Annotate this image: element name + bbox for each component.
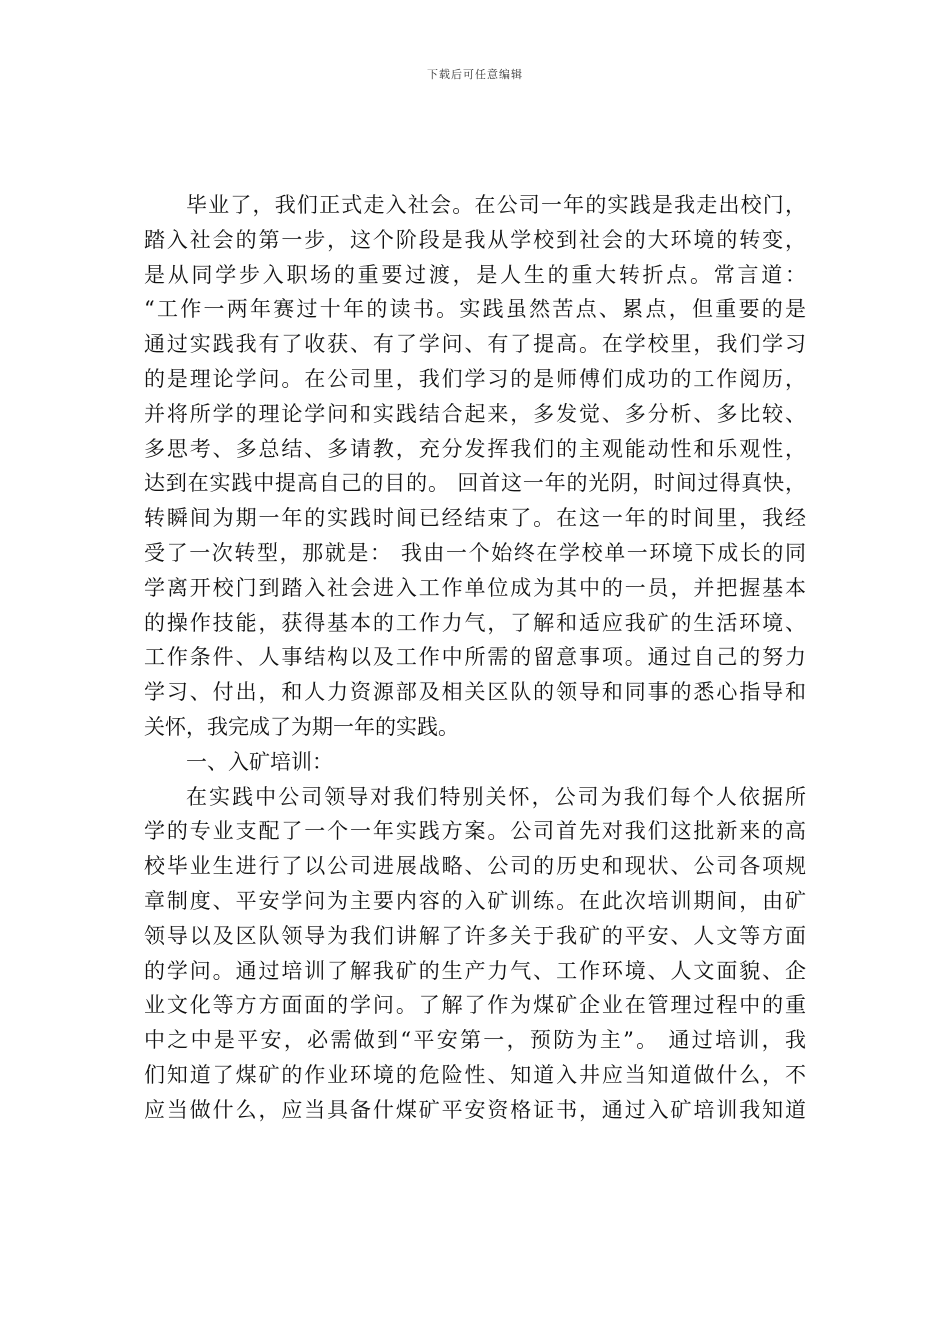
text-line: 学的专业支配了一个一年实践方案。公司首先对我们这批新来的高 [144, 819, 806, 844]
text-line: 工作条件、人事结构以及工作中所需的留意事项。通过自己的努力 [144, 645, 806, 670]
paragraph-intro [144, 188, 806, 745]
text-line: 们知道了煤矿的作业环境的危险性、知道入井应当知道做什么，不 [144, 1062, 806, 1087]
section-heading: 一、入矿培训： [186, 749, 333, 774]
text-line: 是从同学步入职场的重要过渡，是人生的重大转折点。常言道： [144, 262, 806, 287]
paragraph-training [144, 780, 806, 1128]
page-header-note: 下载后可任意编辑 [427, 68, 523, 81]
text-line: 章制度、平安学问为主要内容的入矿训练。在此次培训期间，由矿 [144, 888, 806, 913]
text-line: 达到在实践中提高自己的目的。 回首这一年的光阴，时间过得真快， [144, 471, 806, 496]
text-line: 学习、付出，和人力资源部及相关区队的领导和同事的悉心指导和 [144, 680, 806, 705]
text-line: 多思考、多总结、多请教，充分发挥我们的主观能动性和乐观性， [144, 436, 806, 461]
text-line: 中之中是平安，必需做到“平安第一，预防为主”。 通过培训，我 [144, 1028, 806, 1053]
document-body [144, 188, 806, 1128]
text-line: “工作一两年赛过十年的读书。实践虽然苦点、累点，但重要的是 [144, 297, 806, 322]
text-line: 踏入社会的第一步，这个阶段是我从学校到社会的大环境的转变， [144, 227, 806, 252]
text-line: 通过实践我有了收获、有了学问、有了提高。在学校里，我们学习 [144, 332, 806, 357]
text-line: 的是理论学问。在公司里，我们学习的是师傅们成功的工作阅历， [144, 366, 806, 391]
text-line: 毕业了，我们正式走入社会。在公司一年的实践是我走出校门， [186, 193, 806, 217]
text-line: 受了一次转型，那就是： 我由一个始终在学校单一环境下成长的同 [144, 540, 806, 565]
text-line: 领导以及区队领导为我们讲解了许多关于我矿的平安、人文等方面 [144, 923, 806, 948]
text-line: 关怀，我完成了为期一年的实践。 [144, 714, 459, 739]
text-line: 的学问。通过培训了解我矿的生产力气、工作环境、人文面貌、企 [144, 958, 806, 983]
text-line: 并将所学的理论学问和实践结合起来，多发觉、多分析、多比较、 [144, 401, 806, 426]
text-line: 应当做什么，应当具备什煤矿平安资格证书，通过入矿培训我知道 [144, 1097, 806, 1122]
text-line: 学离开校门到踏入社会进入工作单位成为其中的一员，并把握基本 [144, 575, 806, 600]
text-line: 业文化等方方面面的学问。了解了作为煤矿企业在管理过程中的重 [144, 993, 806, 1018]
text-line: 转瞬间为期一年的实践时间已经结束了。在这一年的时间里，我经 [144, 506, 806, 531]
text-line: 校毕业生进行了以公司进展战略、公司的历史和现状、公司各项规 [144, 854, 806, 879]
text-line: 在实践中公司领导对我们特别关怀，公司为我们每个人依据所 [186, 784, 806, 809]
text-line: 的操作技能，获得基本的工作力气，了解和适应我矿的生活环境、 [144, 610, 806, 635]
